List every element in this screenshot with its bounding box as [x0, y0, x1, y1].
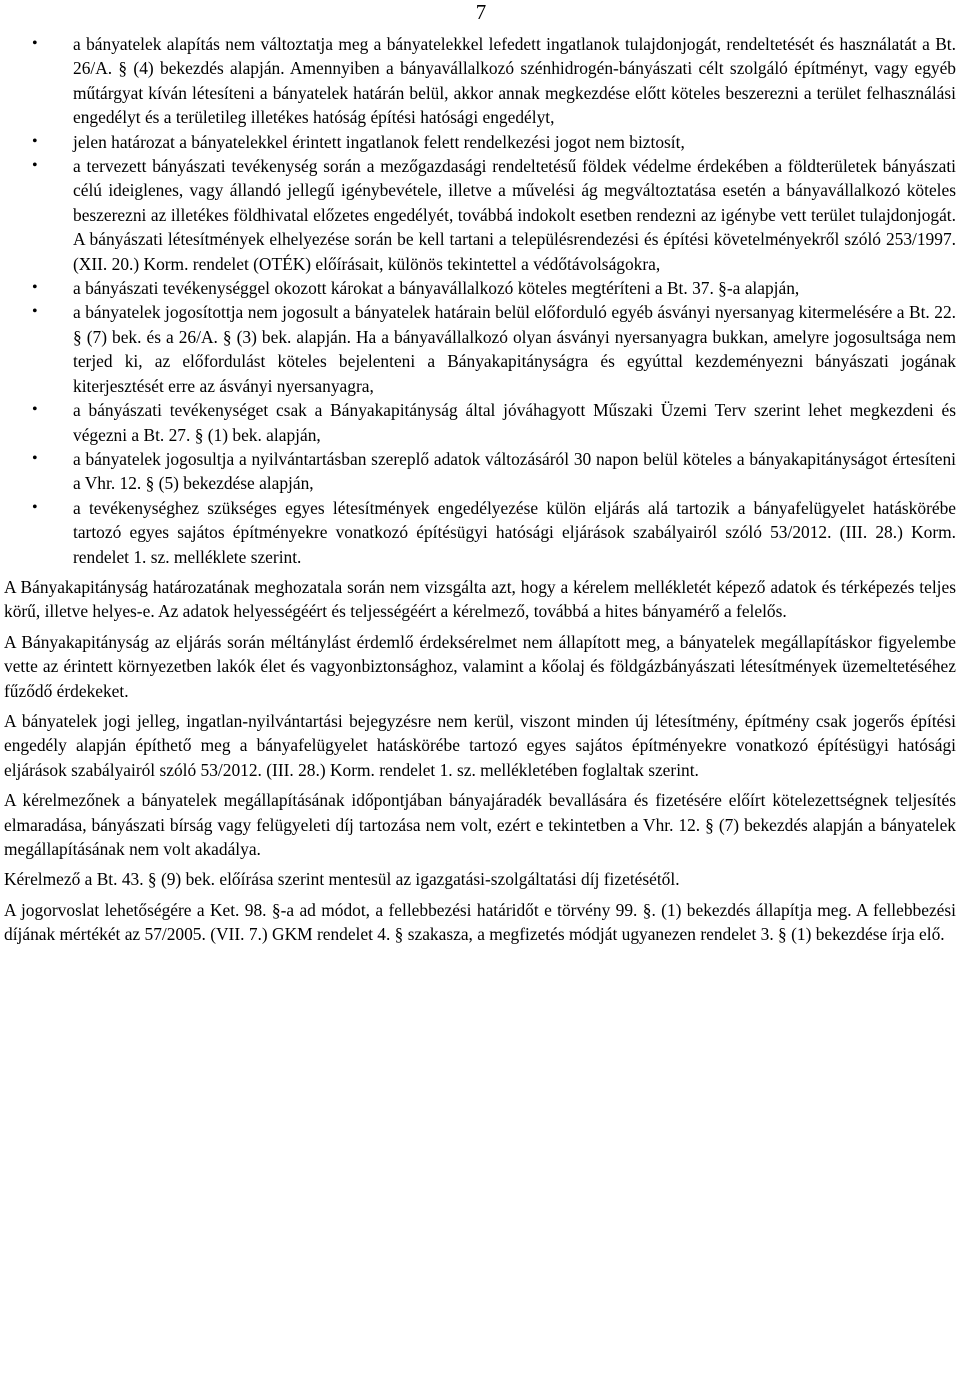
- bullet-icon: •: [32, 279, 38, 297]
- list-item-text: a tevékenységhez szükséges egyes létesítmények engedélyezése külön eljárás alá tartozik a bányafelügyelet hatáskörébe tartozó egyes sajátos építményekre vonatkozó építésügyi hatósági eljárások szabályairól szóló 53/2012. (III. 28.) Korm. rendelet 1. sz. melléklete szerint.: [73, 497, 956, 567]
- list-item-text: a bányatelek jogosítottja nem jogosult a bányatelek határain belül előforduló egyéb ásványi nyersanyag kitermelésére a Bt. 22. § (7) bek. és a 26/A. § (3) bek. alapján. Ha a bányavállalkozó olyan ásványi nyersanyagra bukkan, amelyre jogosultsága nem terjed ki, az előfordulást köteles bejelenteni a Bányakapitányságra és egyúttal kezdeményezni bányászati jogának kiterjesztését erre az ásványi nyersanyagra,: [73, 302, 956, 396]
- paragraph-legal-status: A bányatelek jogi jelleg, ingatlan-nyilvántartási bejegyzésre nem kerül, viszont minden új létesítmény, építmény csak jogerős építési engedély alapján építhető meg a bányafelügyelet hatáskörébe tartozó egyes sajátos építményekre vonatkozó építésügyi hatósági eljárások szabályairól szóló 53/2012. (III. 28.) Korm. rendelet 1. sz. mellékletében foglaltak szerint.: [4, 710, 956, 780]
- bullet-icon: •: [32, 157, 38, 175]
- list-item-text: a tervezett bányászati tevékenység során a mezőgazdasági rendeltetésű földek védelme érdekében a földterületek bányászati célú ideiglenes, vagy állandó jellegű igénybevétele, illetve a művelési ág megváltoztatása esetén a bányavállalkozó köteles beszerezni az illetékes földhivatal előzetes engedélyét, továbbá indokolt esetben rendezni az igénybe vett terület tulajdonjogát. A bányászati létesítmények elhelyezése során be kell tartani a településrendezési és építési követelményekről szóló 253/1997. (XII. 20.) Korm. rendelet (OTÉK) előírásait, különös tekintettel a védőtávolságokra,: [73, 156, 956, 274]
- bullet-icon: •: [32, 498, 38, 516]
- list-item-text: a bányászati tevékenységgel okozott károkat a bányavállalkozó köteles megtéríteni a Bt. 37. §-a alapján,: [73, 278, 800, 299]
- bullet-icon: •: [32, 401, 38, 419]
- document-body: [4, 32, 956, 947]
- list-item-text: jelen határozat a bányatelekkel érintett ingatlanok felett rendelkezési jogot nem biztosít,: [73, 131, 685, 152]
- paragraph-fee-exemption: Kérelmező a Bt. 43. § (9) bek. előírása szerint mentesül az igazgatási-szolgáltatási díj fizetésétől.: [4, 869, 680, 890]
- condition-list: [4, 32, 956, 569]
- list-item: [32, 447, 956, 496]
- list-item: [32, 154, 956, 276]
- list-item-text: a bányatelek jogosultja a nyilvántartásban szereplő adatok változásáról 30 napon belül köteles a bányakapitányságot értesíteni a Vhr. 12. § (5) bekezdése alapján,: [73, 448, 956, 494]
- paragraph-data-accuracy: A Bányakapitányság határozatának meghozatala során nem vizsgálta azt, hogy a kérelem mellékletét képező adatok és térképezés teljes körű, illetve helyes-e. Az adatok helyességéért és teljességéért a kérelmező, továbbá a hites bányamérő a felelős.: [4, 576, 956, 622]
- bullet-icon: •: [32, 132, 38, 150]
- list-item-text: a bányatelek alapítás nem változtatja meg a bányatelekkel lefedett ingatlanok tulajdonjogát, rendeltetését és használatát a Bt. 26/A. § (4) bekezdés alapján. Amennyiben a bányavállalkozó szénhidrogén-bányászati célt szolgáló építményt, vagy egyéb műtárgyat kíván létesíteni a bányatelek határán belül, akkor annak megkezdése előtt köteles beszerezni a terület felhasználási engedélyt és a területileg illetékes hatóság építési hatósági engedélyt,: [73, 34, 956, 128]
- paragraph-appeal: A jogorvoslat lehetőségére a Ket. 98. §-a ad módot, a fellebbezési határidőt e törvény 99. §. (1) bekezdés állapítja meg. A fellebbezési díjának mértékét az 57/2005. (VII. 7.) GKM rendelet 4. § szakasza, a megfizetés módját ugyanezen rendelet 3. § (1) bekezdése írja elő.: [4, 899, 956, 945]
- list-item-text: a bányászati tevékenységet csak a Bányakapitányság által jóváhagyott Műszaki Üzemi Terv szerint lehet megkezdeni és végezni a Bt. 27. § (1) bek. alapján,: [73, 400, 956, 445]
- bullet-icon: •: [32, 449, 38, 467]
- list-item: [32, 300, 956, 398]
- paragraph-interest-review: A Bányakapitányság az eljárás során méltánylást érdemlő érdeksérelmet nem állapított meg, a bányatelek megállapításkor figyelembe vette az érintett környezetben lakók élet és vagyonbiztonsághoz, valamint a kőolaj és földgázbányászati létesítmények üzemeltetéséhez fűződő érdekeket.: [4, 631, 956, 701]
- bullet-icon: •: [32, 35, 38, 52]
- list-item: [32, 398, 956, 447]
- bullet-icon: •: [32, 303, 38, 321]
- list-item: [32, 276, 956, 300]
- list-item: [32, 496, 956, 569]
- page-number: 7: [475, 0, 487, 24]
- list-item: [32, 32, 956, 130]
- paragraph-obligations: A kérelmezőnek a bányatelek megállapításának időpontjában bányajáradék bevallására és fizetésére előírt kötelezettségnek teljesítés elmaradása, bányászati bírság vagy felügyeleti díj tartozása nem volt, ezért e tekintetben a Vhr. 12. § (7) bekezdés alapján a bányatelek megállapításának nem volt akadálya.: [4, 790, 956, 859]
- list-item: [32, 130, 956, 154]
